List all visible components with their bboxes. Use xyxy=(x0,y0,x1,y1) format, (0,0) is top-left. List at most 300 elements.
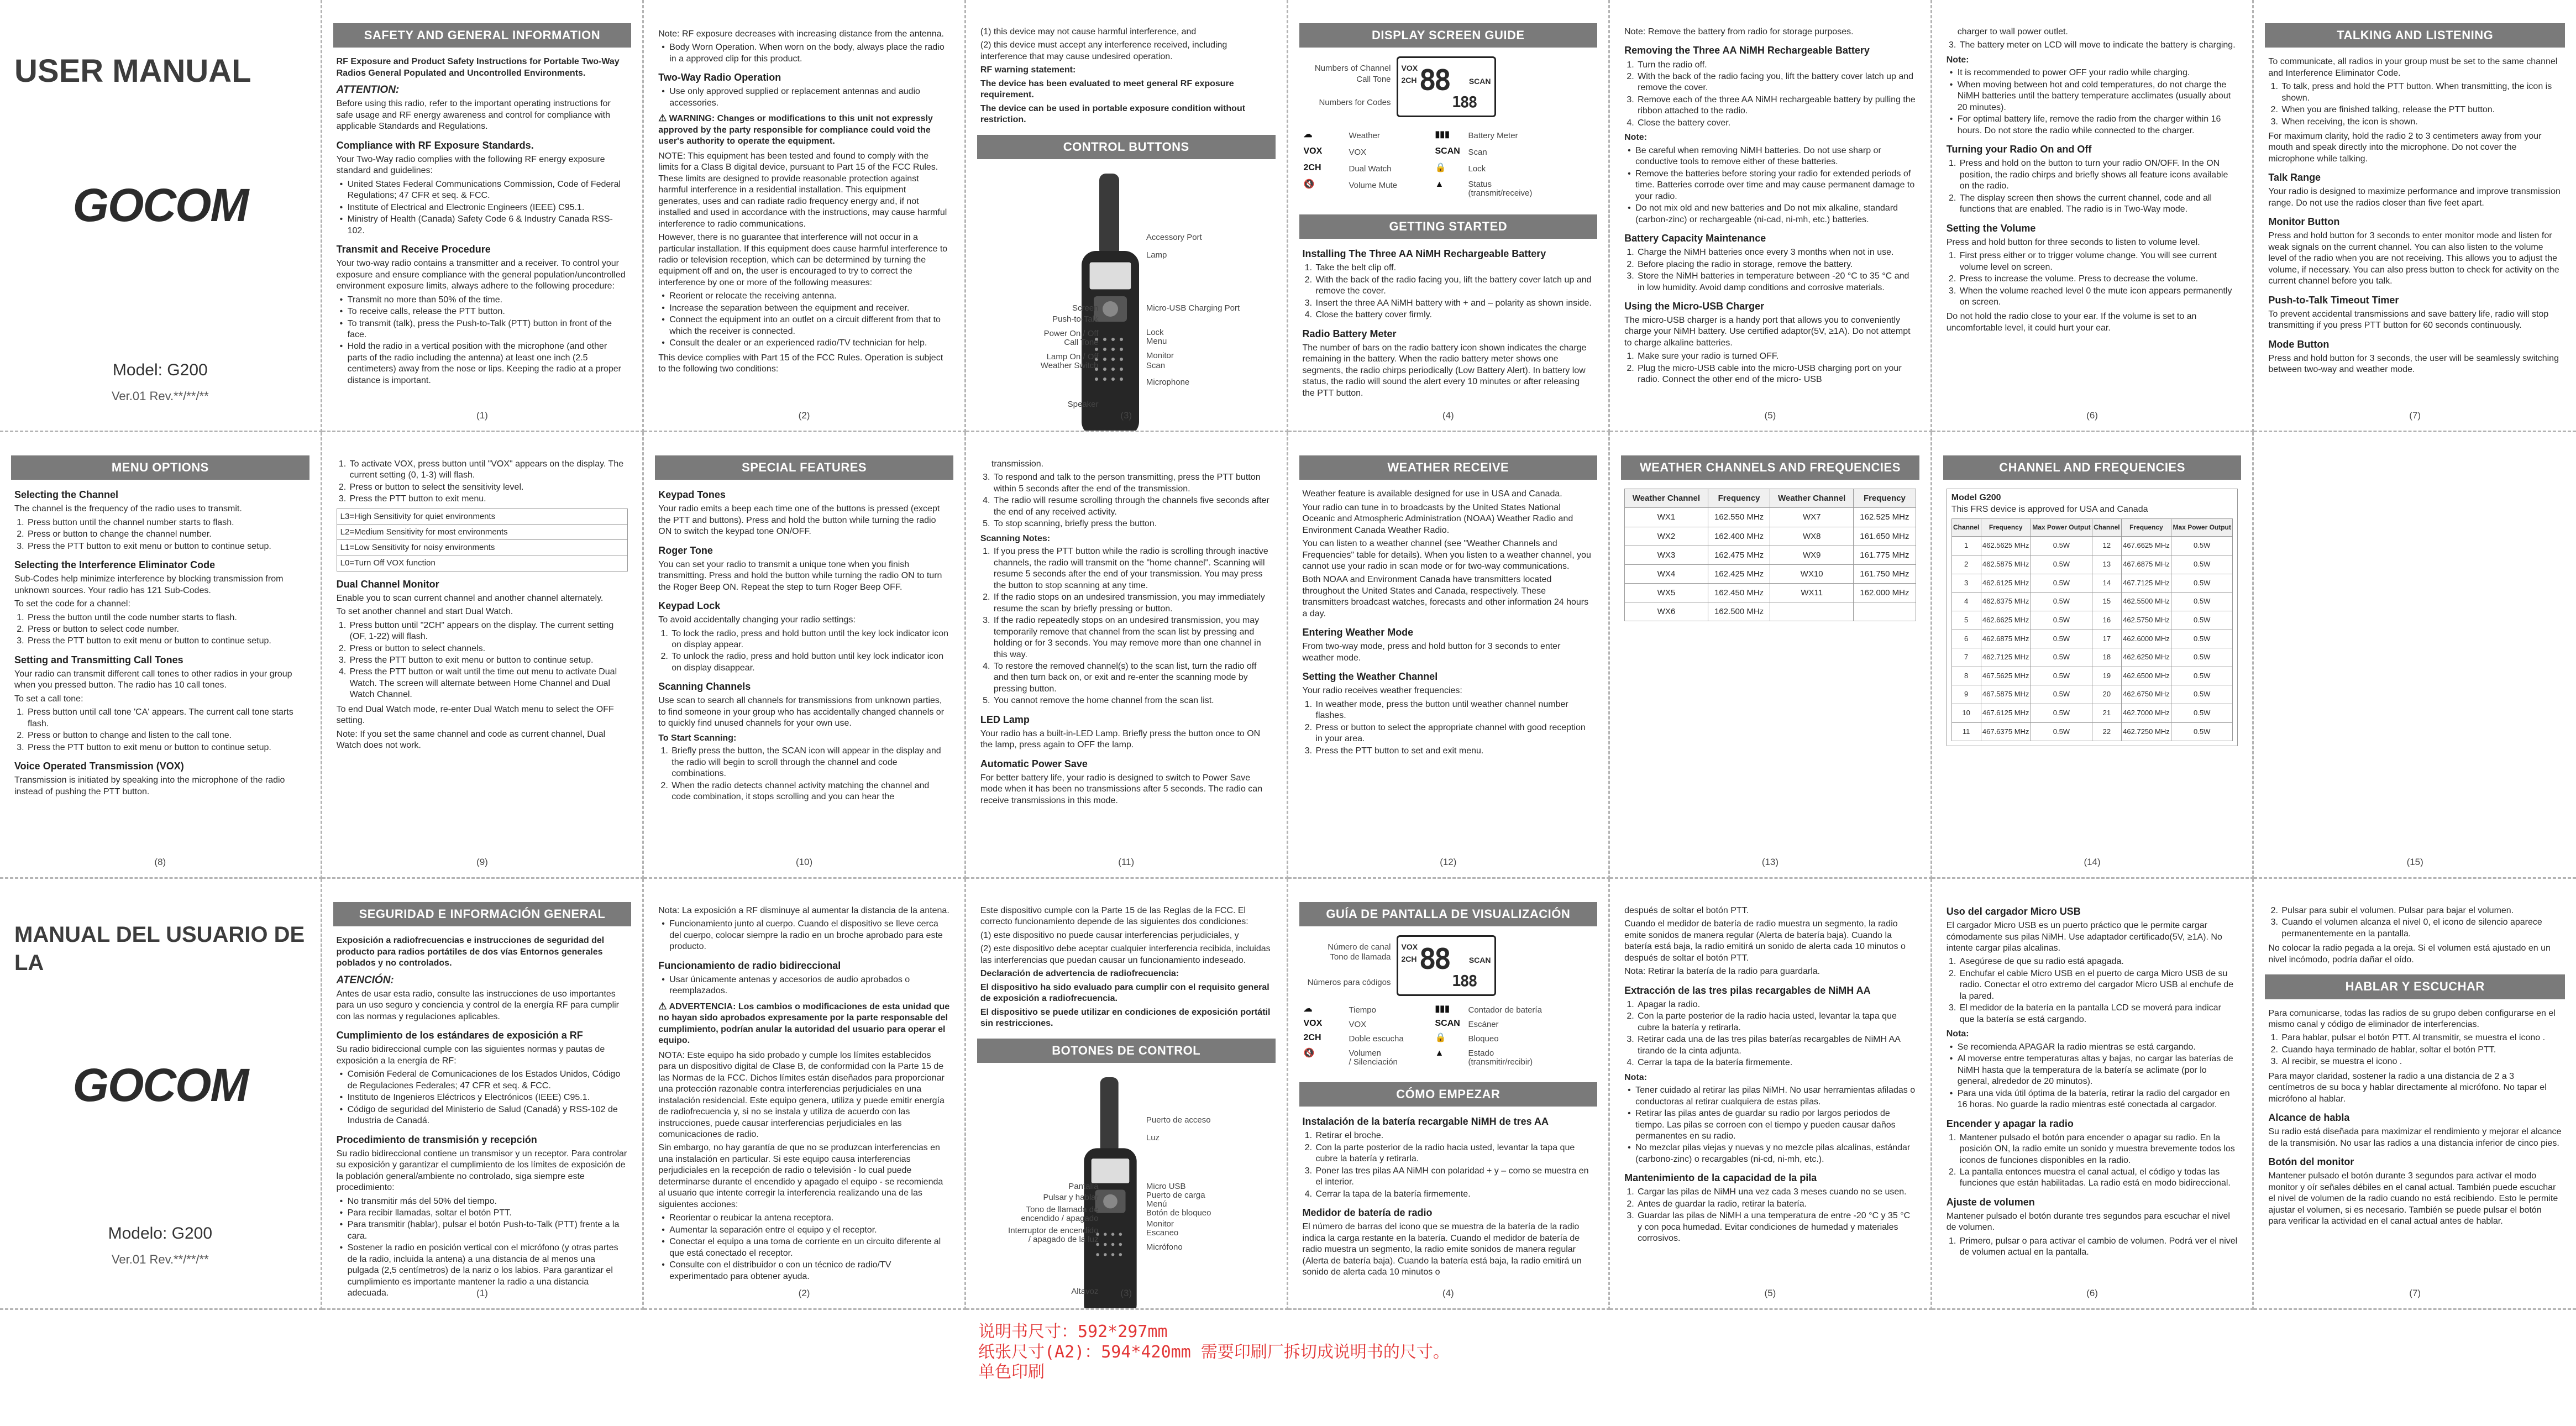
table-cell: 462.5500 MHz xyxy=(2121,593,2171,611)
page-number: (2) xyxy=(798,410,810,421)
page-number: (6) xyxy=(2086,1288,2098,1299)
table-cell xyxy=(1854,602,1916,621)
table-cell: WX8 xyxy=(1770,527,1854,546)
paragraph: Your radio is designed to maximize performance and improve transmission range. Do not use the radios closer than five feet apart. xyxy=(2268,187,2561,208)
heading: Keypad Lock xyxy=(658,600,721,612)
table-row xyxy=(1951,685,2233,704)
page-15 xyxy=(2254,432,2576,879)
paragraph: (1) this device may not cause harmful interference, and xyxy=(980,27,1197,36)
channel-frequency-box: Model G200 This FRS device is approved for USA and Canada Channel Frequency Max Power Output Channel Frequency Max Power Output 1 462.5625 MHz 0.5W 12 467.6625 MHz 0.5W 2 462.5875 MHz 0.5W 13 467.6875 MHz 0.5W 3 462.6125 MHz 0.5W 14 467.7125 MHz 0.5W 4 462.6375 MHz 0.5W 15 462.5500 MHz 0.5W 5 462.6625 MHz 0.5W 16 462.5750 MHz 0.5W 6 462.6875 MHz 0.5W 17 462.6000 MHz 0.5W 7 462.7125 MHz 0.5W 18 462.6250 MHz 0.5W 8 467.5625 MHz 0.5W 19 462.6500 MHz 0.5W 9 467.5875 MHz 0.5W 20 462.6750 MHz 0.5W 10 467.6125 MHz 0.5W 21 462.7000 MHz 0.5W 11 467.6375 MHz 0.5W 22 462.7250 MHz 0.5W xyxy=(1947,489,2238,746)
numbered-list: 1. To talk, press and hold the PTT button. When transmitting, the icon is shown. 2. When you are finished talking, release the PTT button. 3. When receiving, the icon is shown. xyxy=(2280,81,2562,128)
paragraph: Your two-way radio contains a transmitter and a receiver. To control your exposure and ensure compliance with the general population/uncontrolled environment exposure limits, always adhere to the following procedure: xyxy=(336,259,626,291)
label-lamp: Lamp xyxy=(1146,250,1167,260)
page-number: (1) xyxy=(476,1288,488,1299)
table-cell: 462.5750 MHz xyxy=(2121,611,2171,630)
es-page-5: después de soltar el botón PTT. Cuando el medidor de batería de radio muestra un segmento, la radio emite sonidos de manera regular (Alerta de batería baja). Cuando la batería está baja, la radio emitirá un sonido de alerta cada 10 minutos o después de soltar el botón PTT. Nota: Retirar la batería de la radio para guardarla. Extracción de las tres pilas recargables de NiMH AA 1. Apagar la radio. 2. Con la parte posterior de la radio hacia usted, levantar la tapa que cubre la batería y retirarla. 3. Retirar cada una de las tres pilas baterías recargables de NiMH AA tirando de la cinta adjunta. 4. Cerrar la tapa de la batería firmemente. Nota: • Tener cuidado al retirar las pilas NiMH. No usar herramientas afiladas o conductoras al retirar cualquiera de estas pilas. • Retirar las pilas antes de guardar su radio por largos periodos de tiempo. Las pilas se corroen con el tiempo y pueden causar daños permanentes en su radio. • No mezclar pilas viejas y nuevas y no mezcle pilas alcalinas, estándar (carbono-zinc) o recargables (ni-cd, ni-mh, etc.). Mantenimiento de la capacidad de la pila 1. Cargar las pilas de NiMH una vez cada 3 meses cuando no se usen. 2. Antes de guardar la radio, retirar la batería. 3. Guardar las pilas de NiMH a una temperatura de entre -20 °C y 35 °C y con poca humedad. Evitar condiciones de humedad y materiales corrosivos. (5) xyxy=(1610,879,1932,1310)
paragraph: Your Two-Way radio complies with the following RF energy exposure standard and guidelines: xyxy=(336,154,605,176)
print-spec-line: 单色印刷 xyxy=(978,1362,1045,1382)
table-cell: 0.5W xyxy=(2031,648,2092,667)
paragraph: Transmission is initiated by speaking into the microphone of the radio instead of pushing the PTT button. xyxy=(14,775,285,796)
table-cell: WX9 xyxy=(1770,546,1854,564)
label-ptt: Push-to-Talk xyxy=(1052,314,1099,324)
section-band: CHANNEL AND FREQUENCIES xyxy=(1943,455,2242,480)
paragraph: For better battery life, your radio is designed to switch to Power Save mode when it has been no transmissions after 5 seconds. The radio can receive transmissions in this mode. xyxy=(980,773,1263,805)
section-band: WEATHER RECEIVE xyxy=(1299,455,1598,480)
warning-text: ⚠ WARNING: Changes or modifications to this unit not expressly approved by the party responsible for compliance could void the user's authority to operate the equipment. xyxy=(658,113,933,146)
paragraph: To avoid accidentally changing your radio settings: xyxy=(658,615,856,625)
table-cell: 18 xyxy=(2092,648,2122,667)
table-cell: 462.6875 MHz xyxy=(1981,630,2031,648)
control-buttons-diagram-es: Puerto de acceso Luz Micro USB Puerto de carga Menú Botón de bloqueo Monitor Escaneo Micrófono Pantalla Pulsar y hablar Tono de llamada de encendido / apagado Interruptor de encendido / apagado de la luz Altavoz xyxy=(980,1072,1272,1310)
table-cell: 3 xyxy=(1951,574,1981,593)
page-8 xyxy=(0,432,322,879)
version: Ver.01 Rev.**/**/** xyxy=(111,389,209,403)
paragraph: Sub-Codes help minimize interference by blocking transmission from unknown sources. Your radio has 121 Sub-Codes. xyxy=(14,574,284,595)
page-number: (1) xyxy=(476,410,488,421)
model-number-es: Modelo: G200 xyxy=(108,1224,213,1242)
paragraph: Note: Remove the battery from radio for storage purposes. xyxy=(1624,27,1854,36)
table-cell: 462.6125 MHz xyxy=(1981,574,2031,593)
paragraph: Do not hold the radio close to your ear. If the volume is set to an uncomfortable level, it could hurt your ear. xyxy=(1946,312,2197,333)
paragraph: The device has been evaluated to meet general RF exposure requirement. xyxy=(980,78,1234,100)
list-item: 4. Close the battery cover firmly. xyxy=(1315,310,1594,321)
table-cell: 5 xyxy=(1951,611,1981,630)
page-number: (7) xyxy=(2409,1288,2421,1299)
table-cell: 0.5W xyxy=(2031,537,2092,555)
warning-icon: ⚠ xyxy=(658,1000,667,1011)
label-power: Power On / Off xyxy=(1043,328,1099,338)
section-band: WEATHER CHANNELS AND FREQUENCIES xyxy=(1621,455,1919,480)
list-item: 3. Insert the three AA NiMH battery with + and – polarity as shown inside. xyxy=(1315,298,1594,309)
list-item: • To receive calls, release the PTT button. xyxy=(337,306,628,317)
table-cell: 162.400 MHz xyxy=(1708,527,1770,546)
paragraph: Your radio receives weather frequencies: xyxy=(1302,686,1462,696)
table-row xyxy=(1951,630,2233,648)
table-cell: 462.6625 MHz xyxy=(1981,611,2031,630)
es-page-3: Este dispositivo cumple con la Parte 15 de las Reglas de la FCC. El correcto funcionamiento depende de las siguientes dos condiciones: (1) este dispositivo no puede causar interferencias perjudiciales, y (2) este dispositivo debe aceptar cualquier interferencia recibida, incluidas las interferencias que puedan causar un funcionamiento indeseado. Declaración de advertencia de radiofrecuencia: El dispositivo ha sido evaluado para cumplir con el requisito general de exposición a radiofrecuencia. El dispositivo se puede utilizar en condiciones de exposición portátil sin restricciones. BOTONES DE CONTROL Puerto de acceso Luz Micro USB Puerto de carga Menú Botón de bloqueo Monitor Escaneo Micrófono Pantalla Pulsar y hablar Tono de llamada de encendido / apagado Interruptor de encendido / apagado de la luz Altavoz (3) xyxy=(966,879,1288,1310)
paragraph: You can listen to a weather channel (see "Weather Channels and Frequencies" table for details). When you listen to a weather channel, you cannot use your radio in scan mode or for two-way communications. xyxy=(1302,539,1591,571)
heading: Push-to-Talk Timeout Timer xyxy=(2268,294,2399,306)
table-cell: 467.5875 MHz xyxy=(1981,685,2031,704)
table-cell: WX6 xyxy=(1625,602,1708,621)
table-cell: 22 xyxy=(2092,722,2122,741)
table-cell: 0.5W xyxy=(2171,537,2233,555)
heading: Removing the Three AA NiMH Rechargeable Battery xyxy=(1624,45,1870,56)
paragraph: Both NOAA and Environment Canada have transmitters located throughout the United States and Canada, respectively. These transmitters broadcast watches, forecasts and other information 24 hours a day. xyxy=(1302,575,1589,618)
numbered-list: 1. Press and hold on the button to turn your radio ON/OFF. In the ON position, the radio chirps and briefly shows all feature icons available on the radio. 2. The display screen then shows the current channel, code and all functions that are enabled. The radio is in Two-Way mode. xyxy=(1959,158,2238,215)
table-cell: 0.5W xyxy=(2171,611,2233,630)
paragraph: charger to wall power outlet. xyxy=(1957,27,2068,36)
table-cell: 462.7125 MHz xyxy=(1981,648,2031,667)
heading: Automatic Power Save xyxy=(980,758,1088,769)
table-row xyxy=(1951,611,2233,630)
section-band: GETTING STARTED xyxy=(1299,214,1598,239)
table-cell: 467.7125 MHz xyxy=(2121,574,2171,593)
table-cell: WX1 xyxy=(1625,508,1708,527)
table-cell: 462.6750 MHz xyxy=(2121,685,2171,704)
label-speaker: Speaker xyxy=(1067,399,1099,409)
table-cell: 0.5W xyxy=(2031,685,2092,704)
paragraph: Your radio has a built-in-LED Lamp. Briefly press the button once to ON the lamp, press again to OFF the lamp. xyxy=(980,728,1261,750)
table-cell: 462.7000 MHz xyxy=(2121,704,2171,723)
battery-icon: ▮▮▮ xyxy=(1435,130,1450,140)
paragraph: RF warning statement: xyxy=(980,65,1076,75)
print-spec-line: 纸张尺寸(A2)：594*420mm 需要印刷厂拆切成说明书的尺寸。 xyxy=(978,1342,1450,1362)
table-cell: 467.6625 MHz xyxy=(2121,537,2171,555)
paragraph: Press and hold button for 3 seconds, the user will be seamlessly switching between two-way and weather mode. xyxy=(2268,353,2559,375)
list-item: • Consult the dealer or an experienced radio/TV technician for help. xyxy=(658,338,950,349)
numbered-list: 1. If you press the PTT button while the radio is scrolling through inactive channels, the radio will transmit on the "home channel". Scanning will resume 5 seconds after the end of your transmission. You may press the button to stop scanning at any time. 2. If the radio stops on an undesired transmission, you may immediately resume the scan by briefly pressing or button. 3. If the radio repeatedly stops on an undesired transmission, you may temporarily remove that channel from the scan list by pressing and holding or for 3 seconds. You may remove more than one channel in this way. 4. To restore the removed channel(s) to the scan list, turn the radio off and then turn back on, or exit and re-enter the scanning mode by pressing button. 5. You cannot remove the home channel from the scan list. xyxy=(993,546,1272,707)
paragraph: transmission. xyxy=(991,459,1044,469)
list-item: • Reorient or relocate the receiving antenna. xyxy=(658,291,950,302)
table-row xyxy=(1951,667,2233,685)
control-buttons-diagram xyxy=(980,168,1272,432)
page-number: (3) xyxy=(1120,410,1132,421)
section-band: SEGURIDAD E INFORMACIÓN GENERAL xyxy=(333,902,632,926)
attention-heading: ATTENTION: xyxy=(336,84,400,96)
page-9 xyxy=(322,432,644,879)
table-cell: 462.6250 MHz xyxy=(2121,648,2171,667)
channel-table: Channel Frequency Max Power Output Channel Frequency Max Power Output 1 462.5625 MHz 0.5W 12 467.6625 MHz 0.5W 2 462.5875 MHz 0.5W 13 467.6875 MHz 0.5W 3 462.6125 MHz 0.5W 14 467.7125 MHz 0.5W 4 462.6375 MHz 0.5W 15 462.5500 MHz 0.5W 5 462.6625 MHz 0.5W 16 462.5750 MHz 0.5W 6 462.6875 MHz 0.5W 17 462.6000 MHz 0.5W 7 462.7125 MHz 0.5W 18 462.6250 MHz 0.5W 8 467.5625 MHz 0.5W 19 462.6500 MHz 0.5W 9 467.5875 MHz 0.5W 20 462.6750 MHz 0.5W 10 467.6125 MHz 0.5W 21 462.7000 MHz 0.5W 11 467.6375 MHz 0.5W 22 462.7250 MHz 0.5W xyxy=(1951,518,2233,741)
table-cell: 462.6000 MHz xyxy=(2121,630,2171,648)
paragraph: The channel is the frequency of the radio uses to transmit. xyxy=(14,504,242,514)
heading: Turning your Radio On and Off xyxy=(1946,144,2092,155)
table-cell: 467.6875 MHz xyxy=(2121,555,2171,574)
table-cell: 0.5W xyxy=(2031,611,2092,630)
table-cell: 0.5W xyxy=(2031,574,2092,593)
heading: Scanning Notes: xyxy=(980,533,1051,543)
table-row xyxy=(1951,722,2233,741)
section-band: HABLAR Y ESCUCHAR xyxy=(2265,974,2565,999)
table-cell: 161.650 MHz xyxy=(1854,527,1916,546)
table-cell: 162.000 MHz xyxy=(1854,584,1916,602)
es-page-7: 2. Pulsar para subir el volumen. Pulsar para bajar el volumen. 3. Cuando el volumen alcanza el nivel 0, el icono de silencio aparece permanentemente en la pantalla. No colocar la radio pegada a la oreja. Si el volumen está ajustado en un nivel incómodo, podría dañar el oído. HABLAR Y ESCUCHAR Para comunicarse, todas las radios de su grupo deben configurarse en el mismo canal y código de eliminador de interferencias. 1. Para hablar, pulsar el botón PTT. Al transmitir, se muestra el icono . 2. Cuando haya terminado de hablar, soltar el botón PTT. 3. Al recibir, se muestra el icono . Para mayor claridad, sostener la radio a una distancia de 2 a 3 centímetros de su boca y hablar directamente al micrófono. No tapar el micrófono al hablar. Alcance de habla Su radio está diseñada para maximizar el rendimiento y mejorar el alcance de la transmisión. No usar las radios a una distancia inferior de cinco pies. Botón del monitor Mantener pulsado el botón durante 3 segundos para activar el modo monitor y oír señales débiles en el canal actual. También puede escuchar el nivel de volumen de la radio cuando no está recibiendo. Esto le permite ajustar el volumen, si es necesario. También se puede pulsar el botón para verificar la actividad en el canal actual antes de hablar. (7) xyxy=(2254,879,2576,1310)
table-cell: 467.6375 MHz xyxy=(1981,722,2031,741)
numbered-list: 1. Press button until "2CH" appears on the display. The current setting (OF, 1-22) will flash. 2. Press or button to select channels. 3. Press the PTT button to exit menu or button to continue setup. 4. Press the PTT button or wait until the time out menu to activate Dual Watch. The screen will alternate between Home Channel and Dual Watch Channel. xyxy=(349,620,628,701)
section-band: CÓMO EMPEZAR xyxy=(1299,1082,1598,1107)
numbered-list: 1. Turn the radio off. 2. With the back of the radio facing you, lift the battery cover latch up and remove the cover. 3. Remove each of the three AA NiMH rechargeable battery by pulling the ribbon attached to the radio. 4. Close the battery cover. xyxy=(1636,60,1916,129)
list-item: • Hold the radio in a vertical position with the microphone (and other parts of the radio including the antenna) at least one inch (2.5 centimeters) away from the nose or lips. Keeping the radio at a proper distance is important. xyxy=(337,341,628,386)
heading: Compliance with RF Exposure Standards. xyxy=(336,139,534,151)
numbered-list: 1. Press the button until the code number starts to flash. 2. Press or button to select code number. 3. Press the PTT button to exit menu or button to continue setup. xyxy=(27,612,306,647)
cover-page-es xyxy=(0,879,322,1310)
list-item: • Ministry of Health (Canada) Safety Code 6 & Industry Canada RSS-102. xyxy=(337,214,628,237)
table-row xyxy=(1951,555,2233,574)
table-cell: 0.5W xyxy=(2171,722,2233,741)
label-menu: Menu xyxy=(1146,336,1167,346)
table-cell: 2 xyxy=(1951,555,1981,574)
heading: Battery Capacity Maintenance xyxy=(1624,233,1766,244)
numbered-list: 1. Press button until the channel number starts to flash. 2. Press or button to change the channel number. 3. Press the PTT button to exit menu or button to continue setup. xyxy=(27,517,306,552)
table-cell: 10 xyxy=(1951,704,1981,723)
page-3 xyxy=(966,0,1288,432)
paragraph: To set another channel and start Dual Watch. xyxy=(336,607,513,617)
table-cell: 162.525 MHz xyxy=(1854,508,1916,527)
table-cell xyxy=(1770,602,1854,621)
paragraph: This device complies with Part 15 of the FCC Rules. Operation is subject to the following two conditions: xyxy=(658,353,943,374)
section-band: BOTONES DE CONTROL xyxy=(977,1039,1276,1063)
bullet-list xyxy=(337,295,628,387)
table-cell: WX4 xyxy=(1625,564,1708,583)
paragraph: However, there is no guarantee that interference will not occur in a particular installation. If this equipment does cause harmful interference to radio or television reception, which can be determined by turning the equipment off and on, the user is encouraged to try to correct the interference by one or more of the following measures: xyxy=(658,233,948,287)
label-weather-switch: Weather Switch xyxy=(1040,360,1099,370)
page-number: (5) xyxy=(1764,1288,1776,1299)
bullet-list xyxy=(337,179,628,237)
list-item: 2. With the back of the radio facing you, lift the battery cover latch up and remove the cover. xyxy=(1315,275,1594,297)
paragraph: From two-way mode, press and hold button for 3 seconds to enter weather mode. xyxy=(1302,642,1561,663)
table-cell: WX11 xyxy=(1770,584,1854,602)
page-number: (9) xyxy=(476,857,488,868)
attention-text: Before using this radio, refer to the important operating instructions for safe usage and RF energy awareness and control for compliance with applicable Standards and Regulations. xyxy=(336,99,611,132)
list-item: • United States Federal Communications Commission, Code of Federal Regulations; 47 CFR et seq. & FCC. xyxy=(337,179,628,202)
table-row xyxy=(1625,564,1916,583)
table-cell: WX5 xyxy=(1625,584,1708,602)
table-cell: 462.5875 MHz xyxy=(1981,555,2031,574)
volume-mute-icon: 🔇 xyxy=(1303,180,1315,190)
section-band: DISPLAY SCREEN GUIDE xyxy=(1299,23,1598,48)
heading: Entering Weather Mode xyxy=(1302,627,1414,638)
table-cell: 0.5W xyxy=(2031,630,2092,648)
page-number: (4) xyxy=(1442,1288,1454,1299)
list-item: • Body Worn Operation. When worn on the body, always place the radio in a approved clip for this product. xyxy=(658,42,950,65)
table-cell: 462.6375 MHz xyxy=(1981,593,2031,611)
section-band: TALKING AND LISTENING xyxy=(2265,23,2565,48)
es-page-2: Nota: La exposición a RF disminuye al aumentar la distancia de la antena. • Funcionamiento junto al cuerpo. Cuando el dispositivo se lleve cerca del cuerpo, colocar siempre la radio en un broche aprobado para este producto. Funcionamiento de radio bidireccional • Usar únicamente antenas y accesorios de audio aprobados o reemplazados. ⚠ ADVERTENCIA: Los cambios o modificaciones de esta unidad que no hayan sido aprobados expresamente por la parte responsable del cumplimiento, podrían anular la autoridad del usuario para operar el equipo. NOTA: Este equipo ha sido probado y cumple los límites establecidos para un dispositivo digital de Clase B, de conformidad con la Parte 15 de las Normas de la FCC. Dichos límites están diseñados para proporcionar una protección razonable contra interferencias perjudiciales en una instalación residencial. Este equipo genera, utiliza y puede emitir energía de radiofrecuencia y, si no se instala y utiliza de acuerdo con las instrucciones, puede causar interferencias perjudiciales en las comunicaciones de radio. Sin embargo, no hay garantía de que no se produzcan interferencias en una instalación en particular. Si este equipo causa interferencias perjudiciales en la recepción de radio o televisión - lo cual puede determinarse durante el encendido y apagado el equipo - se recomienda al usuario que intente corregir la interferencia realizando una de las siguientes acciones: • Reorientar o reubicar la antena receptora. • Aumentar la separación entre el equipo y el receptor. • Conectar el equipo a una toma de corriente en un circuito diferente al que está conectado el receptor. • Consulte con el distribuidor o con un técnico de radio/TV experimentado para obtener ayuda. (2) xyxy=(644,879,966,1310)
table-cell: 0.5W xyxy=(2171,593,2233,611)
table-row xyxy=(1951,537,2233,555)
label-monitor: Monitor xyxy=(1146,350,1174,360)
table-row xyxy=(1625,584,1916,602)
paragraph: To end Dual Watch mode, re-enter Dual Watch menu to select the OFF setting. xyxy=(336,704,614,726)
battery-icon: ▮▮▮ xyxy=(1435,1004,1450,1014)
paragraph: You can set your radio to transmit a unique tone when you finish transmitting. Press and hold the button while turning the radio ON to turn the Roger Beep ON. Repeat the step to turn Roger Beep OFF. xyxy=(658,559,942,592)
table-row xyxy=(1951,593,2233,611)
list-item: • Use only approved supplied or replacement antennas and audio accessories. xyxy=(658,86,950,109)
bullet-list: • Be careful when removing NiMH batteries. Do not use sharp or conductive tools to remove either of these batteries. • Remove the batteries before storing your radio for extended periods of time. Batteries corrode over time and may cause permanent damage to your radio. • Do not mix old and new batteries and Do not mix alkaline, standard (carbon-zinc) or rechargeable (ni-cad, ni-mh, etc.) batteries. xyxy=(1624,145,1916,226)
paragraph: To set a call tone: xyxy=(14,694,83,704)
status-icon: ▲ xyxy=(1435,180,1444,190)
page-number: (15) xyxy=(2406,857,2423,868)
table-cell: 462.6500 MHz xyxy=(2121,667,2171,685)
table-cell: 0.5W xyxy=(2171,685,2233,704)
heading: Transmit and Receive Procedure xyxy=(336,244,491,255)
page-number: (12) xyxy=(1440,857,1457,868)
label-microphone: Microphone xyxy=(1146,377,1190,387)
label-screen: Screen xyxy=(1072,303,1099,313)
heading: Selecting the Channel xyxy=(14,489,119,501)
paragraph: To communicate, all radios in your group must be set to the same channel and Interference Eliminator Code. xyxy=(2268,57,2558,78)
bullet-list xyxy=(658,291,950,349)
table-cell: 0.5W xyxy=(2171,667,2233,685)
svg-text:GOCOM: GOCOM xyxy=(72,180,248,229)
table-cell: 21 xyxy=(2092,704,2122,723)
page-number: (5) xyxy=(1764,410,1776,421)
heading: Setting the Volume xyxy=(1946,222,2036,234)
numbered-list: 1. Make sure your radio is turned OFF. 2. Plug the micro-USB cable into the micro-USB charging port on your radio. Connect the other end of the micro- USB xyxy=(1636,351,1916,385)
paragraph: To set the code for a channel: xyxy=(14,599,130,609)
numbered-list: 1. To activate VOX, press button until "VOX" appears on the display. The current setting (0, 1-3) will flash. 2. Press or button to select the sensitivity level. 3. Press the PTT button to exit menu. xyxy=(349,459,628,505)
table-cell: 17 xyxy=(2092,630,2122,648)
table-row xyxy=(1951,704,2233,723)
page-number: (7) xyxy=(2409,410,2421,421)
paragraph: To prevent accidental transmissions and save battery life, radio will stop transmitting if you press PTT button for 60 seconds continuously. xyxy=(2268,309,2549,331)
page-13 xyxy=(1610,432,1932,879)
heading: To Start Scanning: xyxy=(658,733,737,743)
gocom-logo xyxy=(50,180,271,229)
label-accessory-port: Accessory Port xyxy=(1146,232,1202,242)
note-heading: Note: xyxy=(1624,133,1648,143)
paragraph: The number of bars on the radio battery icon shown indicates the charge remaining in the battery. When the radio battery meter shows one segments, the radio chirps periodically (Low Battery Alert). In battery low status, the radio will sound the alert every 10 minutes or after releasing the PTT button. xyxy=(1302,343,1587,398)
page-number: (8) xyxy=(154,857,166,868)
table-cell: 161.775 MHz xyxy=(1854,546,1916,564)
intro: RF Exposure and Product Safety Instructions for Portable Two-Way Radios General Populated and Uncontrolled Environments. xyxy=(336,57,620,78)
heading: Talk Range xyxy=(2268,172,2321,184)
table-cell: 0.5W xyxy=(2171,704,2233,723)
weather-icon: ☁ xyxy=(1303,130,1313,140)
table-cell: 0.5W xyxy=(2171,630,2233,648)
heading: Installing The Three AA NiMH Rechargeable Battery xyxy=(1302,248,1546,260)
paragraph: Press and hold button for three seconds to listen to volume level. xyxy=(1946,237,2200,247)
label-call-tone: Call Tone xyxy=(1064,337,1099,347)
table-cell: 161.750 MHz xyxy=(1854,564,1916,583)
page-number: (11) xyxy=(1118,857,1135,868)
print-spec-note xyxy=(978,1322,1450,1383)
paragraph: For maximum clarity, hold the radio 2 to 3 centimeters away from your mouth and speak directly into the microphone. Do not cover the microphone while talking. xyxy=(2268,131,2542,164)
page-4 xyxy=(1288,0,1610,432)
gocom-logo-es xyxy=(50,1060,271,1109)
note-heading: Note: xyxy=(1946,55,1969,65)
numbered-list: 1. Charge the NiMH batteries once every 3 months when not in use. 2. Before placing the radio in storage, remove the battery. 3. Store the NiMH batteries in temperature between -20 °C to 35 °C and in low humidity. Avoid damp conditions and corrosive materials. xyxy=(1636,247,1916,293)
section-band: SPECIAL FEATURES xyxy=(655,455,953,480)
table-cell: 13 xyxy=(2092,555,2122,574)
table-cell: 15 xyxy=(2092,593,2122,611)
bullet-list xyxy=(658,86,950,109)
table-cell: 8 xyxy=(1951,667,1981,685)
numbered-list: 1. Press button until call tone 'CA' appears. The current call tone starts flash. 2. Press or button to change and listen to the call tone. 3. Press the PTT button to exit menu or button to continue setup. xyxy=(27,707,306,753)
paragraph: The device can be used in portable exposure condition without restriction. xyxy=(980,103,1246,125)
svg-text:GOCOM: GOCOM xyxy=(72,1060,248,1109)
vox-sensitivity-table: L3=High Sensitivity for quiet environments L2=Medium Sensitivity for most environments L1=Low Sensitivity for noisy environments L0=Turn Off VOX function xyxy=(337,508,628,572)
table-cell: 4 xyxy=(1951,593,1981,611)
heading: Voice Operated Transmission (VOX) xyxy=(14,761,184,772)
list-item: • To transmit (talk), press the Push-to-Talk (PTT) button in front of the face. xyxy=(337,318,628,341)
table-cell: 0.5W xyxy=(2171,555,2233,574)
paragraph: Your radio can transmit different call tones to other radios in your group when you pressed button. The radio has 10 call tones. xyxy=(14,669,292,690)
table-cell: WX2 xyxy=(1625,527,1708,546)
numbered-list: 1. First press either or to trigger volume change. You will see current volume level on screen. 2. Press to increase the volume. Press to decrease the volume. 3. When the volume reached level 0 the mute icon appears permanently on screen. xyxy=(1959,250,2238,308)
page-number: (3) xyxy=(1120,1288,1132,1299)
page-12 xyxy=(1288,432,1610,879)
table-cell: 467.5625 MHz xyxy=(1981,667,2031,685)
page-number: (4) xyxy=(1442,410,1454,421)
paragraph: (2) this device must accept any interference received, including interference that may cause undesired operation. xyxy=(980,40,1227,61)
section-band: SAFETY AND GENERAL INFORMATION xyxy=(333,23,632,48)
numbered-list xyxy=(1315,263,1594,321)
table-row xyxy=(1625,546,1916,564)
list-item: • Transmit no more than 50% of the time. xyxy=(337,295,628,306)
table-row xyxy=(1625,602,1916,621)
heading: Keypad Tones xyxy=(658,489,726,501)
table-cell: 462.7250 MHz xyxy=(2121,722,2171,741)
heading: Setting and Transmitting Call Tones xyxy=(14,654,183,665)
paragraph: Enable you to scan current channel and another channel alternately. xyxy=(336,593,604,603)
table-cell: 12 xyxy=(2092,537,2122,555)
warning-icon: ⚠ xyxy=(658,113,667,124)
lock-icon: 🔒 xyxy=(1435,1033,1446,1043)
heading: Two-Way Radio Operation xyxy=(658,72,781,83)
numbered-list: 1. In weather mode, press the button until weather channel number flashes. 2. Press or button to select the appropriate channel with good reception in your area. 3. Press the PTT button to set and exit menu. xyxy=(1315,699,1594,757)
table-cell: 162.550 MHz xyxy=(1708,508,1770,527)
table-cell: 16 xyxy=(2092,611,2122,630)
table-cell: 467.6125 MHz xyxy=(1981,704,2031,723)
page-2 xyxy=(644,0,966,432)
page-6 xyxy=(1932,0,2254,432)
section-band: CONTROL BUTTONS xyxy=(977,135,1276,159)
heading: Using the Micro-USB Charger xyxy=(1624,300,1765,312)
table-cell: 162.475 MHz xyxy=(1708,546,1770,564)
label-lamp-switch: Lamp On / Off xyxy=(1046,352,1099,361)
weather-icon: ☁ xyxy=(1303,1004,1313,1014)
paragraph: Note: RF exposure decreases with increasing distance from the antenna. xyxy=(658,29,944,39)
label-scan: Scan xyxy=(1146,360,1166,370)
heading: Selecting the Interference Eliminator Code xyxy=(14,559,216,571)
table-cell: 9 xyxy=(1951,685,1981,704)
page-5 xyxy=(1610,0,1932,432)
volume-mute-icon: 🔇 xyxy=(1303,1048,1315,1058)
weather-channel-table: Weather Channel Frequency Weather Channel Frequency WX1 162.550 MHz WX7 162.525 MHz WX2 162.400 MHz WX8 161.650 MHz WX3 162.475 MHz WX9 161.775 MHz WX4 162.425 MHz WX10 161.750 MHz WX5 162.450 MHz WX11 162.000 MHz WX6 162.500 MHz xyxy=(1624,489,1916,621)
list-item: • Increase the separation between the equipment and receiver. xyxy=(658,303,950,314)
section-band: MENU OPTIONS xyxy=(11,455,309,480)
numbered-list: 3. To respond and talk to the person transmitting, press the PTT button within 5 seconds after the end of the transmission. 4. The radio will resume scrolling through the channels five seconds after the end of any received activity. 5. To stop scanning, briefly press the button. xyxy=(993,472,1272,529)
paragraph: Press and hold button for 3 seconds to enter monitor mode and listen for weak signals on the current channel. You can also listen to the volume level of the radio when you are not receiving. This allows you to adjust the volume, if necessary. You can also press button to check for activity on the current channel before you talk. xyxy=(2268,231,2559,286)
table-cell: 6 xyxy=(1951,630,1981,648)
label-usb: Micro-USB Charging Port xyxy=(1146,303,1240,313)
es-page-6: Uso del cargador Micro USB El cargador Micro USB es un puerto práctico que le permite cargar cómodamente sus pilas NiMH. Use adaptador certificado(5V, ≥1A). No intente cargar pilas alcalinas. 1. Asegúrese de que su radio está apagada. 2. Enchufar el cable Micro USB en el puerto de carga Micro USB de su radio. Conectar el otro extremo del cargador Micro USB al enchufe de la pared. 3. El medidor de la batería en la pantalla LCD se moverá para indicar que la batería se está cargando. Nota: • Se recomienda APAGAR la radio mientras se está cargando. • Al moverse entre temperaturas altas y bajas, no cargar las baterías de NiMH hasta que la temperatura de la batería se aclimate (por lo general, alrededor de 20 minutos). • Para una vida útil óptima de la batería, retirar la radio del cargador en 16 horas. No guarde la radio mientras esté conectada al cargador. Encender y apagar la radio 1. Mantener pulsado el botón para encender o apagar su radio. En la posición ON, la radio emite un sonido y muestra brevemente todos los iconos de funciones disponibles en la radio. 2. La pantalla entonces muestra el canal actual, el código y todas las funciones que están habilitadas. La radio está en modo bidireccional. Ajuste de volumen Mantener pulsado el botón durante tres segundos para escuchar el nivel de volumen. 1. Primero, pulsar o para activar el cambio de volumen. Podrá ver el nivel de volumen actual en la pantalla. (6) xyxy=(1932,879,2254,1310)
paragraph: The micro-USB charger is a handy port that allows you to conveniently charge your NiMH battery. Use certified adaptor(5V, ≥1A). Do not attempt to charge alkaline batteries. xyxy=(1624,316,1911,348)
status-icon: ▲ xyxy=(1435,1048,1444,1058)
table-cell: 11 xyxy=(1951,722,1981,741)
table-cell: 0.5W xyxy=(2031,722,2092,741)
page-10 xyxy=(644,432,966,879)
numbered-list: 1. To lock the radio, press and hold button until the key lock indicator icon on display appear. 2. To unlock the radio, press and hold button until key lock indicator icon on display disappear. xyxy=(670,628,950,674)
paragraph: Weather feature is available designed for use in USA and Canada. xyxy=(1302,489,1562,499)
display-diagram-es: VOX 2CH 88 SCAN 188 Número de canal Tono de llamada Números para códigos ☁ Tiempo VOX VOX 2CH Doble escucha 🔇 Volumen / Silenciación ▮▮▮ Contador de batería SCAN Escáner 🔒 Bloqueo ▲ Estado (transmitir/recibir) xyxy=(1303,935,1594,1073)
page-number: (6) xyxy=(2086,410,2098,421)
es-page-4: GUÍA DE PANTALLA DE VISUALIZACIÓN VOX 2CH 88 SCAN 188 Número de canal Tono de llamada Números para códigos ☁ Tiempo VOX VOX 2CH Doble escucha 🔇 Volumen / Silenciación ▮▮▮ Contador de batería SCAN Escáner 🔒 Bloqueo ▲ Estado (transmitir/recibir) CÓMO EMPEZAR Instalación de la batería recargable NiMH de tres AA 1. Retirar el broche. 2. Con la parte posterior de la radio hacia usted, levantar la tapa que cubre la batería y retirarla. 3. Poner las tres pilas AA NiMH con polaridad + y – como se muestra en el interior. 4. Cerrar la tapa de la batería firmemente. Medidor de batería de radio El número de barras del icono que se muestra de la batería de la radio indica la carga restante en la batería. Cuando el medidor de batería de radio muestra un segmento, la radio emite sonidos de manera regular (Alerta de batería baja). Cuando la batería está baja, la radio emitirá un sonido de alerta cada 10 minutos o (4) xyxy=(1288,879,1610,1310)
heading: LED Lamp xyxy=(980,714,1030,725)
paragraph: Note: If you set the same channel and code as current channel, Dual Watch does not work. xyxy=(336,729,606,751)
model-number: Model: G200 xyxy=(112,360,208,379)
table-cell: 7 xyxy=(1951,648,1981,667)
label-lock: Lock xyxy=(1146,327,1164,337)
table-cell: 162.425 MHz xyxy=(1708,564,1770,583)
list-item: 1. Take the belt clip off. xyxy=(1315,263,1594,274)
page-number: (2) xyxy=(798,1288,810,1299)
paragraph: NOTE: This equipment has been tested and found to comply with the limits for a Class B digital device, pursuant to Part 15 of the FCC Rules. These limits are designed to provide reasonable protection against harmful interference in a residential installation. This equipment generates, uses and can radiate radio frequency energy and, if not installed and used in accordance with the instructions, may cause harmful interference to radio communications. xyxy=(658,151,947,229)
table-cell: 19 xyxy=(2092,667,2122,685)
manual-title: USER MANUAL xyxy=(14,53,251,89)
table-cell: 462.5625 MHz xyxy=(1981,537,2031,555)
heading: Dual Channel Monitor xyxy=(336,578,439,590)
page-14 xyxy=(1932,432,2254,879)
heading: Roger Tone xyxy=(658,544,713,556)
table-cell: 0.5W xyxy=(2171,574,2233,593)
page-number: (13) xyxy=(1761,857,1779,868)
table-cell: 0.5W xyxy=(2031,555,2092,574)
display-diagram: VOX 2CH 88 SCAN 188 Numbers of Channel Call Tone Numbers for Codes ☁ Weather VOX VOX 2CH Dual Watch 🔇 Volume Mute ▮▮▮ Battery Meter SCAN Scan 🔒 Lock ▲ Status (transmit/receive) xyxy=(1303,56,1594,206)
table-cell: WX7 xyxy=(1770,508,1854,527)
table-cell: 0.5W xyxy=(2031,667,2092,685)
